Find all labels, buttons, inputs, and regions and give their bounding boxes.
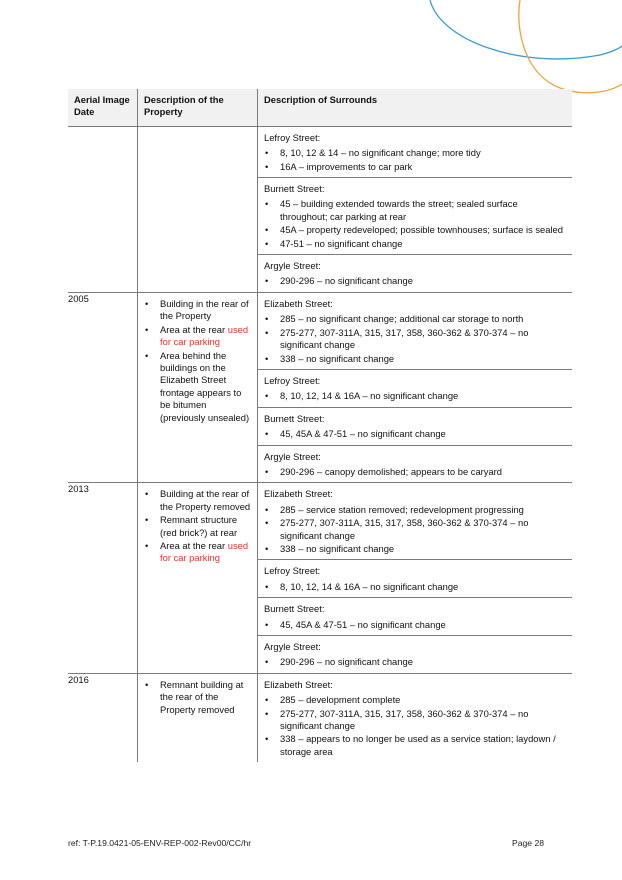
header-property-description: Description of the Property bbox=[138, 89, 258, 126]
footer-page-number: Page 28 bbox=[512, 838, 545, 848]
street-block bbox=[258, 408, 572, 446]
property-item bbox=[142, 488, 253, 513]
street-items bbox=[264, 428, 566, 440]
street-items bbox=[264, 275, 566, 287]
street-name: Burnett Street: bbox=[264, 603, 325, 615]
street-items bbox=[264, 581, 566, 593]
street-name: Lefroy Street: bbox=[264, 565, 321, 577]
property-item bbox=[142, 540, 253, 565]
blue-arc bbox=[430, 0, 622, 59]
property-description bbox=[138, 483, 258, 673]
surround-item: • 45 – building extended towards the street; sealed surface throughout; car parking at rear bbox=[264, 198, 566, 223]
surround-item: • 275-277, 307-311A, 315, 317, 358, 360-362 & 370-374 – no significant change bbox=[264, 517, 566, 542]
aerial-image-date: 2016 bbox=[68, 673, 138, 762]
surround-item: • 290-296 – no significant change bbox=[264, 656, 566, 668]
surround-item: • 285 – no significant change; additional car storage to north bbox=[264, 313, 566, 325]
street-items bbox=[264, 619, 566, 631]
surround-item: • 16A – improvements to car park bbox=[264, 161, 566, 173]
street-block bbox=[258, 127, 572, 178]
property-item bbox=[142, 514, 253, 539]
street-block bbox=[258, 636, 572, 673]
street-name: Argyle Street: bbox=[264, 260, 321, 272]
street-items bbox=[264, 694, 566, 758]
property-item bbox=[142, 350, 253, 424]
property-item-text: Building at the rear of the Property removed bbox=[160, 488, 251, 512]
property-item-text: Building in the rear of the Property bbox=[160, 297, 249, 322]
surrounds-description bbox=[258, 673, 573, 762]
property-list bbox=[138, 293, 257, 424]
property-item-text: Area at the rear bbox=[160, 539, 228, 551]
street-items bbox=[264, 198, 566, 250]
street-block bbox=[258, 674, 572, 762]
street-block bbox=[258, 370, 572, 408]
street-block bbox=[258, 598, 572, 636]
street-items bbox=[264, 504, 566, 556]
street-name: Argyle Street: bbox=[264, 450, 321, 462]
surrounds-description bbox=[258, 126, 573, 292]
street-block bbox=[258, 560, 572, 598]
property-list bbox=[138, 483, 257, 564]
surround-item: • 285 – service station removed; redevelopment progressing bbox=[264, 504, 566, 516]
property-item bbox=[142, 298, 253, 323]
property-item-text: Remnant structure (red brick?) at rear bbox=[160, 514, 238, 538]
surround-item: • 45, 45A & 47-51 – no significant change bbox=[264, 428, 566, 440]
surround-item: • 338 – no significant change bbox=[264, 543, 566, 555]
surround-item: • 8, 10, 12, 14 & 16A – no significant change bbox=[264, 390, 566, 402]
property-item bbox=[142, 324, 253, 349]
decorative-arcs bbox=[0, 0, 622, 100]
street-name: Burnett Street: bbox=[264, 412, 325, 424]
surround-item: • 290-296 – canopy demolished; appears to be caryard bbox=[264, 466, 566, 478]
aerial-image-date bbox=[68, 126, 138, 292]
surround-item: • 338 – appears to no longer be used as a service station; laydown / storage area bbox=[264, 733, 566, 758]
street-block bbox=[258, 178, 572, 255]
property-item-text: Area behind the buildings on the Elizabeth Street frontage appears to be bitumen (previously unsealed) bbox=[160, 349, 250, 423]
table-row bbox=[68, 673, 572, 762]
property-item-text: Area at the rear bbox=[160, 323, 228, 335]
table-row bbox=[68, 292, 572, 482]
property-description bbox=[138, 673, 258, 762]
surround-item: • 8, 10, 12, 14 & 16A – no significant change bbox=[264, 581, 566, 593]
street-name: Argyle Street: bbox=[264, 641, 321, 652]
table-header-row bbox=[68, 89, 572, 126]
surround-item: • 8, 10, 12 & 14 – no significant change; more tidy bbox=[264, 147, 566, 159]
surrounds-description bbox=[258, 292, 573, 482]
aerial-image-date: 2005 bbox=[68, 292, 138, 482]
header-aerial-image-date: Aerial Image Date bbox=[68, 89, 138, 126]
aerial-image-date: 2013 bbox=[68, 483, 138, 673]
street-items bbox=[264, 147, 566, 173]
property-item-text: Remnant building at the rear of the Property removed bbox=[160, 678, 244, 715]
property-item-highlight: used for car parking bbox=[160, 323, 249, 348]
street-items bbox=[264, 466, 566, 478]
surround-item: • 275-277, 307-311A, 315, 317, 358, 360-362 & 370-374 – no significant change bbox=[264, 708, 566, 733]
street-items bbox=[264, 390, 566, 402]
street-name: Burnett Street: bbox=[264, 183, 325, 195]
table-body bbox=[68, 126, 572, 762]
surround-item: • 47-51 – no significant change bbox=[264, 238, 566, 250]
street-items bbox=[264, 313, 566, 365]
surround-item: • 290-296 – no significant change bbox=[264, 275, 566, 287]
table-row bbox=[68, 483, 572, 673]
surround-item: • 285 – development complete bbox=[264, 694, 566, 706]
street-name: Lefroy Street: bbox=[264, 374, 321, 386]
surround-item: • 338 – no significant change bbox=[264, 353, 566, 365]
orange-arc bbox=[519, 0, 622, 93]
street-name: Lefroy Street: bbox=[264, 131, 321, 143]
property-description bbox=[138, 292, 258, 482]
table-row bbox=[68, 126, 572, 292]
street-block bbox=[258, 446, 572, 483]
surrounds-description bbox=[258, 483, 573, 673]
property-item bbox=[142, 679, 253, 716]
surround-item: • 45A – property redeveloped; possible townhouses; surface is sealed bbox=[264, 224, 566, 236]
footer-reference: ref: T-P.19.0421-05-ENV-REP-002-Rev00/CC/hr bbox=[68, 838, 252, 848]
property-description bbox=[138, 126, 258, 292]
street-block bbox=[258, 293, 572, 370]
surround-item: • 45, 45A & 47-51 – no significant change bbox=[264, 619, 566, 631]
header-surrounds-description: Description of Surrounds bbox=[258, 89, 573, 126]
street-name: Elizabeth Street: bbox=[264, 488, 333, 500]
street-name: Elizabeth Street: bbox=[264, 678, 333, 690]
street-name: Elizabeth Street: bbox=[264, 297, 333, 309]
street-block bbox=[258, 483, 572, 560]
aerial-image-table bbox=[68, 89, 572, 762]
street-block bbox=[258, 255, 572, 292]
street-items bbox=[264, 656, 566, 668]
property-list bbox=[138, 674, 257, 716]
property-item-highlight: used for car parking bbox=[160, 539, 249, 564]
surround-item: • 275-277, 307-311A, 315, 317, 358, 360-362 & 370-374 – no significant change bbox=[264, 327, 566, 352]
